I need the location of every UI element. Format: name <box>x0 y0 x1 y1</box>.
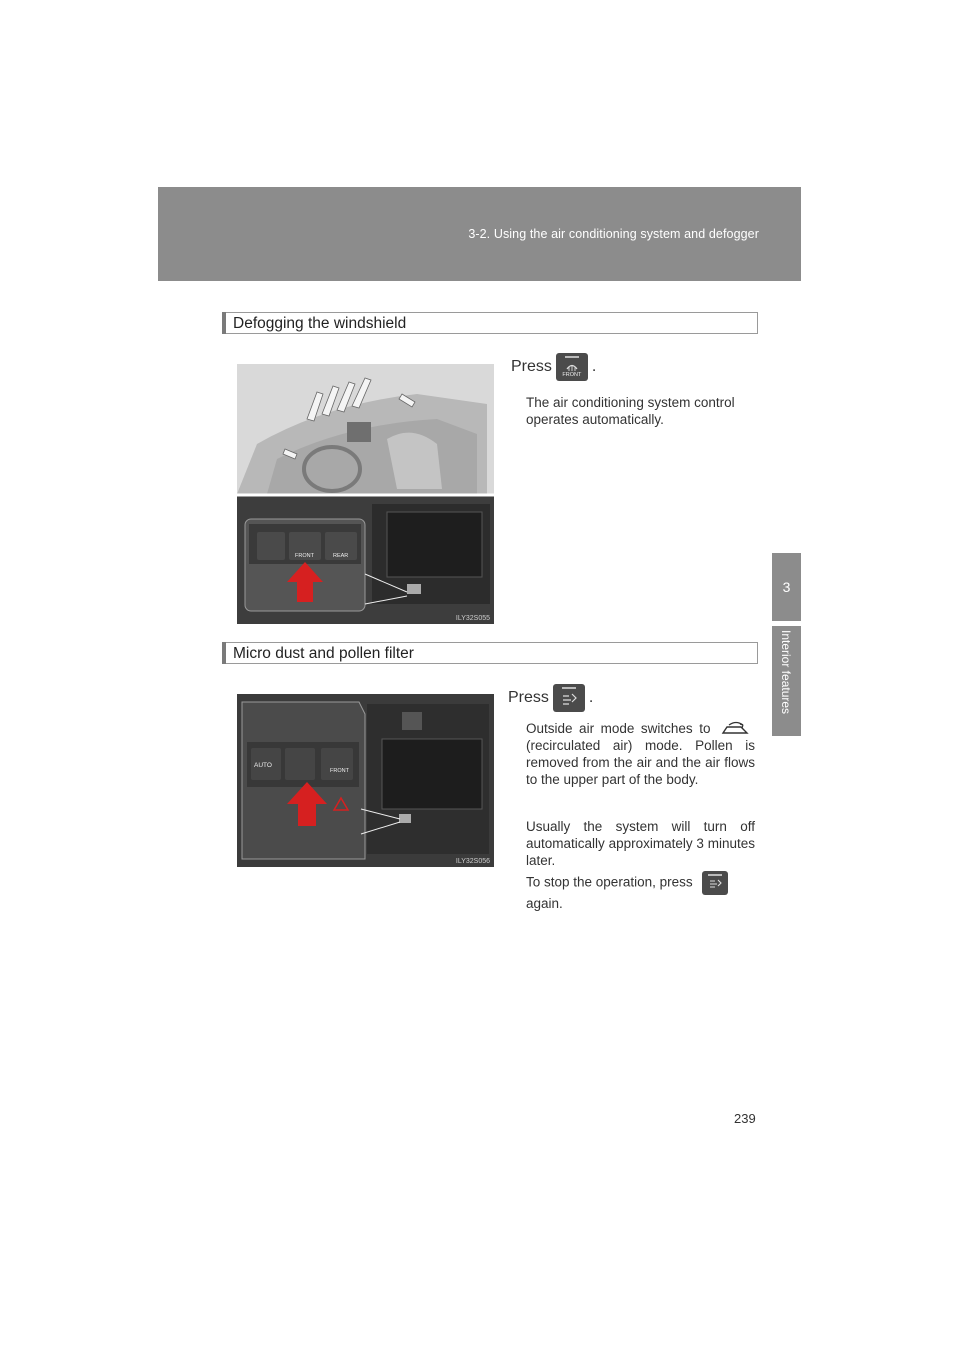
panel-label-front: FRONT <box>330 768 349 774</box>
filter-para-3: To stop the operation, press again. <box>526 871 755 912</box>
console-illustration <box>237 694 494 867</box>
press-suffix: . <box>588 689 594 706</box>
defog-illustration <box>237 364 494 624</box>
front-defroster-icon: FRONT <box>556 353 588 381</box>
recirculated-air-icon <box>719 721 753 737</box>
defog-description: The air conditioning system control operates automatically. <box>526 395 735 427</box>
chapter-tab <box>772 626 801 736</box>
filter-para-1: Outside air mode switches to (recirculated air) mode. Pollen is removed from the air and the air flows to the upper part of the body. <box>526 721 755 788</box>
chapter-tab-label: Interior features <box>779 630 793 715</box>
panel-label-front: FRONT <box>295 553 314 559</box>
chapter-tab-number: 3 <box>772 553 801 621</box>
filter-button-icon <box>702 871 728 895</box>
car-interior-illustration <box>237 364 494 624</box>
section-heading-filter <box>222 642 758 664</box>
breadcrumb: 3-2. Using the air conditioning system and defogger <box>468 227 759 241</box>
panel-label-auto: AUTO <box>254 762 272 769</box>
image-id: ILY32S056 <box>455 858 490 865</box>
filter-illustration <box>237 694 494 867</box>
panel-label-rear: REAR <box>333 553 349 559</box>
section-title: Micro dust and pollen filter <box>233 645 414 662</box>
section-title: Defogging the windshield <box>233 315 407 332</box>
section-heading-defogging <box>222 312 758 334</box>
press-label: Press <box>508 689 549 706</box>
heading-bar <box>222 642 226 664</box>
image-id: ILY32S055 <box>455 615 490 622</box>
filter-button-icon <box>553 684 585 712</box>
page-number: 239 <box>734 1111 756 1126</box>
press-suffix: . <box>591 358 597 375</box>
header-band <box>158 187 801 281</box>
press-instruction <box>508 684 593 712</box>
press-instruction <box>511 353 596 381</box>
press-label: Press <box>511 358 552 375</box>
heading-bar <box>222 312 226 334</box>
filter-para-2: Usually the system will turn off automatically approximately 3 minutes later. <box>526 819 755 868</box>
